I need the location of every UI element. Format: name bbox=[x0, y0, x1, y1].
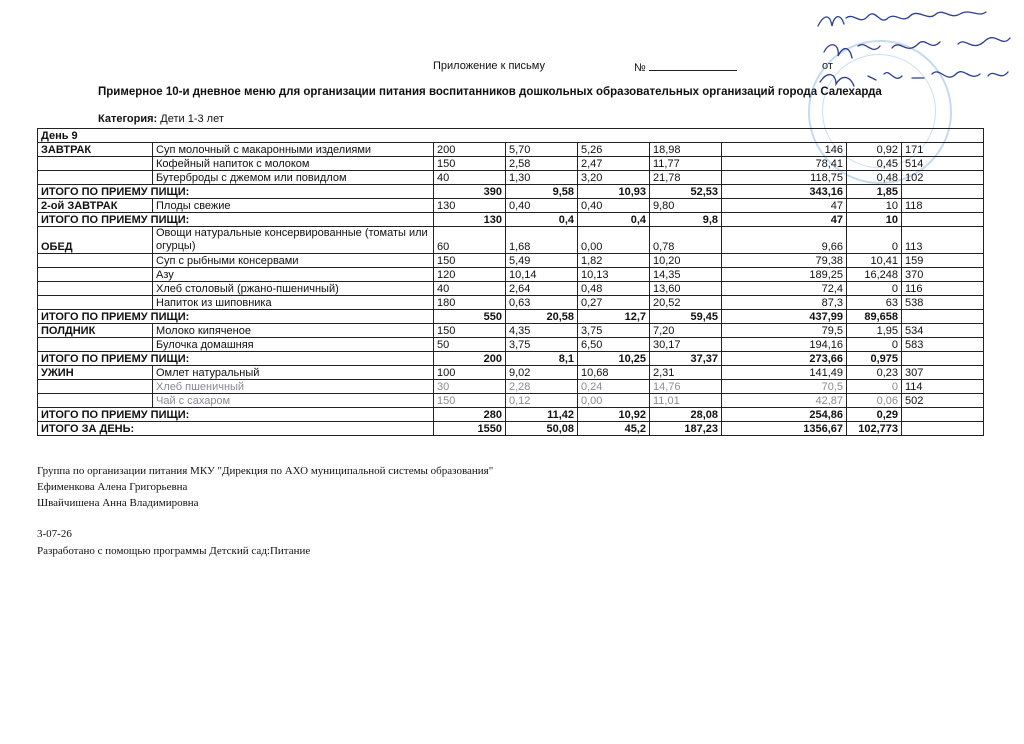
recipe-code: 159 bbox=[902, 254, 984, 268]
recipe-code: 116 bbox=[902, 282, 984, 296]
recipe-code: 370 bbox=[902, 268, 984, 282]
dish-kcal: 79,38 bbox=[722, 254, 847, 268]
meal-label bbox=[38, 338, 153, 352]
total-carbs: 59,45 bbox=[650, 310, 722, 324]
dish-fat: 0,00 bbox=[578, 227, 650, 254]
dish-fat: 10,68 bbox=[578, 366, 650, 380]
dish-vitamin-c: 0,48 bbox=[847, 171, 902, 185]
total-code-empty bbox=[902, 352, 984, 366]
total-protein: 11,42 bbox=[506, 408, 578, 422]
footer-org: Группа по организации питания МКУ "Дирекция по АХО муниципальной системы образования" bbox=[37, 465, 494, 477]
dish-mass: 100 bbox=[434, 366, 506, 380]
dish-protein: 5,70 bbox=[506, 143, 578, 157]
dish-mass: 40 bbox=[434, 282, 506, 296]
dish-vitamin-c: 0 bbox=[847, 380, 902, 394]
dish-fat: 2,47 bbox=[578, 157, 650, 171]
dish-name: Омлет натуральный bbox=[153, 366, 434, 380]
appendix-label: Приложение к письму bbox=[433, 60, 545, 72]
dish-vitamin-c: 0,45 bbox=[847, 157, 902, 171]
total-mass: 1550 bbox=[434, 422, 506, 436]
dish-carbs: 0,78 bbox=[650, 227, 722, 254]
dish-protein: 2,58 bbox=[506, 157, 578, 171]
meal-label bbox=[38, 157, 153, 171]
total-mass: 280 bbox=[434, 408, 506, 422]
handwritten-signature bbox=[810, 4, 1022, 94]
dish-kcal: 72,4 bbox=[722, 282, 847, 296]
dish-mass: 150 bbox=[434, 254, 506, 268]
total-fat: 10,92 bbox=[578, 408, 650, 422]
dish-name: Хлеб столовый (ржано-пшеничный) bbox=[153, 282, 434, 296]
total-label: ИТОГО ПО ПРИЕМУ ПИЩИ: bbox=[38, 310, 434, 324]
total-kcal: 1356,67 bbox=[722, 422, 847, 436]
recipe-code: 114 bbox=[902, 380, 984, 394]
total-vitamin-c: 10 bbox=[847, 213, 902, 227]
dish-vitamin-c: 10,41 bbox=[847, 254, 902, 268]
total-kcal: 273,66 bbox=[722, 352, 847, 366]
dish-protein: 0,12 bbox=[506, 394, 578, 408]
dish-protein: 1,68 bbox=[506, 227, 578, 254]
dish-mass: 50 bbox=[434, 338, 506, 352]
dish-carbs: 14,76 bbox=[650, 380, 722, 394]
recipe-code: 583 bbox=[902, 338, 984, 352]
meal-label bbox=[38, 380, 153, 394]
meal-label: ЗАВТРАК bbox=[38, 143, 153, 157]
dish-vitamin-c: 0 bbox=[847, 338, 902, 352]
dish-fat: 0,27 bbox=[578, 296, 650, 310]
meal-label: 2-ой ЗАВТРАК bbox=[38, 199, 153, 213]
total-vitamin-c: 1,85 bbox=[847, 185, 902, 199]
total-carbs: 37,37 bbox=[650, 352, 722, 366]
total-kcal: 343,16 bbox=[722, 185, 847, 199]
total-row bbox=[38, 408, 984, 422]
dish-kcal: 70,5 bbox=[722, 380, 847, 394]
dish-name: Чай с сахаром bbox=[153, 394, 434, 408]
dish-vitamin-c: 0 bbox=[847, 282, 902, 296]
total-protein: 20,58 bbox=[506, 310, 578, 324]
dish-mass: 180 bbox=[434, 296, 506, 310]
dish-vitamin-c: 1,95 bbox=[847, 324, 902, 338]
meal-label bbox=[38, 171, 153, 185]
dish-kcal: 87,3 bbox=[722, 296, 847, 310]
dish-name: Бутерброды с джемом или повидлом bbox=[153, 171, 434, 185]
dish-carbs: 7,20 bbox=[650, 324, 722, 338]
total-kcal: 47 bbox=[722, 213, 847, 227]
dish-fat: 3,75 bbox=[578, 324, 650, 338]
total-code-empty bbox=[902, 185, 984, 199]
total-protein: 9,58 bbox=[506, 185, 578, 199]
total-code-empty bbox=[902, 310, 984, 324]
dish-carbs: 14,35 bbox=[650, 268, 722, 282]
dish-row bbox=[38, 199, 984, 213]
total-row bbox=[38, 352, 984, 366]
dish-carbs: 10,20 bbox=[650, 254, 722, 268]
letter-number bbox=[634, 60, 737, 74]
dish-mass: 150 bbox=[434, 394, 506, 408]
dish-protein: 2,64 bbox=[506, 282, 578, 296]
total-label: ИТОГО ПО ПРИЕМУ ПИЩИ: bbox=[38, 185, 434, 199]
dish-row bbox=[38, 366, 984, 380]
recipe-code: 538 bbox=[902, 296, 984, 310]
dish-protein: 4,35 bbox=[506, 324, 578, 338]
dish-row bbox=[38, 254, 984, 268]
from-label: от bbox=[822, 60, 833, 72]
recipe-code: 514 bbox=[902, 157, 984, 171]
footer-software: Разработано с помощью программы Детский сад:Питание bbox=[37, 545, 311, 557]
total-carbs: 9,8 bbox=[650, 213, 722, 227]
dish-fat: 0,00 bbox=[578, 394, 650, 408]
total-code-empty bbox=[902, 408, 984, 422]
dish-name: Молоко кипяченое bbox=[153, 324, 434, 338]
recipe-code: 102 bbox=[902, 171, 984, 185]
total-carbs: 187,23 bbox=[650, 422, 722, 436]
meal-label: ОБЕД bbox=[38, 227, 153, 254]
dish-name: Овощи натуральные консервированные (томаты или огурцы) bbox=[153, 227, 434, 254]
dish-protein: 10,14 bbox=[506, 268, 578, 282]
dish-protein: 0,40 bbox=[506, 199, 578, 213]
dish-fat: 3,20 bbox=[578, 171, 650, 185]
total-kcal: 437,99 bbox=[722, 310, 847, 324]
total-code-empty bbox=[902, 213, 984, 227]
dish-carbs: 9,80 bbox=[650, 199, 722, 213]
total-carbs: 52,53 bbox=[650, 185, 722, 199]
meal-label bbox=[38, 254, 153, 268]
dish-row bbox=[38, 268, 984, 282]
dish-vitamin-c: 0,06 bbox=[847, 394, 902, 408]
total-protein: 0,4 bbox=[506, 213, 578, 227]
dish-fat: 6,50 bbox=[578, 338, 650, 352]
dish-name: Хлеб пшеничный bbox=[153, 380, 434, 394]
total-vitamin-c: 89,658 bbox=[847, 310, 902, 324]
page-title: Примерное 10-и дневное меню для организации питания воспитанников дошкольных образовательных организаций города Салехарда bbox=[98, 86, 882, 98]
total-fat: 10,25 bbox=[578, 352, 650, 366]
dish-protein: 2,28 bbox=[506, 380, 578, 394]
dish-mass: 130 bbox=[434, 199, 506, 213]
total-vitamin-c: 0,29 bbox=[847, 408, 902, 422]
total-row bbox=[38, 310, 984, 324]
category-line bbox=[98, 113, 224, 125]
dish-carbs: 11,01 bbox=[650, 394, 722, 408]
total-protein: 50,08 bbox=[506, 422, 578, 436]
meal-label: УЖИН bbox=[38, 366, 153, 380]
total-code-empty bbox=[902, 422, 984, 436]
dish-kcal: 9,66 bbox=[722, 227, 847, 254]
dish-vitamin-c: 0,23 bbox=[847, 366, 902, 380]
meal-label bbox=[38, 268, 153, 282]
total-row bbox=[38, 422, 984, 436]
dish-mass: 40 bbox=[434, 171, 506, 185]
total-fat: 12,7 bbox=[578, 310, 650, 324]
dish-row bbox=[38, 171, 984, 185]
dish-name: Плоды свежие bbox=[153, 199, 434, 213]
dish-row bbox=[38, 338, 984, 352]
dish-mass: 120 bbox=[434, 268, 506, 282]
dish-carbs: 2,31 bbox=[650, 366, 722, 380]
total-label: ИТОГО ПО ПРИЕМУ ПИЩИ: bbox=[38, 408, 434, 422]
footer-phone: 3-07-26 bbox=[37, 528, 72, 540]
category-label: Категория: bbox=[98, 113, 158, 125]
dish-vitamin-c: 10 bbox=[847, 199, 902, 213]
dish-fat: 1,82 bbox=[578, 254, 650, 268]
dish-name: Суп молочный с макаронными изделиями bbox=[153, 143, 434, 157]
dish-carbs: 13,60 bbox=[650, 282, 722, 296]
dish-name: Суп с рыбными консервами bbox=[153, 254, 434, 268]
number-blank bbox=[649, 60, 737, 71]
dish-protein: 0,63 bbox=[506, 296, 578, 310]
total-vitamin-c: 0,975 bbox=[847, 352, 902, 366]
total-label: ИТОГО ЗА ДЕНЬ: bbox=[38, 422, 434, 436]
dish-name: Кофейный напиток с молоком bbox=[153, 157, 434, 171]
dish-mass: 200 bbox=[434, 143, 506, 157]
total-vitamin-c: 102,773 bbox=[847, 422, 902, 436]
total-fat: 0,4 bbox=[578, 213, 650, 227]
dish-kcal: 79,5 bbox=[722, 324, 847, 338]
dish-vitamin-c: 16,248 bbox=[847, 268, 902, 282]
dish-mass: 150 bbox=[434, 324, 506, 338]
dish-vitamin-c: 0,92 bbox=[847, 143, 902, 157]
dish-fat: 0,48 bbox=[578, 282, 650, 296]
total-label: ИТОГО ПО ПРИЕМУ ПИЩИ: bbox=[38, 213, 434, 227]
total-mass: 200 bbox=[434, 352, 506, 366]
dish-row bbox=[38, 282, 984, 296]
dish-name: Напиток из шиповника bbox=[153, 296, 434, 310]
dish-row bbox=[38, 296, 984, 310]
dish-kcal: 189,25 bbox=[722, 268, 847, 282]
dish-protein: 3,75 bbox=[506, 338, 578, 352]
dish-protein: 1,30 bbox=[506, 171, 578, 185]
dish-kcal: 194,16 bbox=[722, 338, 847, 352]
meal-label bbox=[38, 394, 153, 408]
dish-fat: 0,40 bbox=[578, 199, 650, 213]
total-row bbox=[38, 185, 984, 199]
dish-protein: 5,49 bbox=[506, 254, 578, 268]
day-label: День 9 bbox=[38, 129, 984, 143]
dish-carbs: 20,52 bbox=[650, 296, 722, 310]
dish-row bbox=[38, 227, 984, 254]
dish-kcal: 42,87 bbox=[722, 394, 847, 408]
dish-row bbox=[38, 324, 984, 338]
meal-label bbox=[38, 296, 153, 310]
dish-kcal: 146 bbox=[722, 143, 847, 157]
menu-table-body bbox=[38, 129, 984, 436]
recipe-code: 118 bbox=[902, 199, 984, 213]
total-row bbox=[38, 213, 984, 227]
dish-mass: 60 bbox=[434, 227, 506, 254]
dish-name: Булочка домашняя bbox=[153, 338, 434, 352]
dish-kcal: 118,75 bbox=[722, 171, 847, 185]
dish-carbs: 30,17 bbox=[650, 338, 722, 352]
total-fat: 45,2 bbox=[578, 422, 650, 436]
dish-row bbox=[38, 394, 984, 408]
total-carbs: 28,08 bbox=[650, 408, 722, 422]
meal-label: ПОЛДНИК bbox=[38, 324, 153, 338]
dish-mass: 30 bbox=[434, 380, 506, 394]
recipe-code: 534 bbox=[902, 324, 984, 338]
number-label: № bbox=[634, 62, 646, 74]
total-mass: 130 bbox=[434, 213, 506, 227]
dish-kcal: 47 bbox=[722, 199, 847, 213]
dish-fat: 5,26 bbox=[578, 143, 650, 157]
total-kcal: 254,86 bbox=[722, 408, 847, 422]
recipe-code: 171 bbox=[902, 143, 984, 157]
dish-mass: 150 bbox=[434, 157, 506, 171]
menu-table bbox=[37, 128, 984, 436]
dish-row bbox=[38, 157, 984, 171]
dish-kcal: 78,41 bbox=[722, 157, 847, 171]
footer-person-1: Ефименкова Алена Григорьевна bbox=[37, 481, 188, 493]
dish-row bbox=[38, 143, 984, 157]
dish-vitamin-c: 63 bbox=[847, 296, 902, 310]
total-protein: 8,1 bbox=[506, 352, 578, 366]
dish-carbs: 11,77 bbox=[650, 157, 722, 171]
dish-carbs: 18,98 bbox=[650, 143, 722, 157]
recipe-code: 307 bbox=[902, 366, 984, 380]
day-row bbox=[38, 129, 984, 143]
dish-kcal: 141,49 bbox=[722, 366, 847, 380]
footer-person-2: Швайчишена Анна Владимировна bbox=[37, 497, 199, 509]
total-label: ИТОГО ПО ПРИЕМУ ПИЩИ: bbox=[38, 352, 434, 366]
total-mass: 550 bbox=[434, 310, 506, 324]
dish-fat: 0,24 bbox=[578, 380, 650, 394]
dish-fat: 10,13 bbox=[578, 268, 650, 282]
dish-row bbox=[38, 380, 984, 394]
dish-protein: 9,02 bbox=[506, 366, 578, 380]
total-mass: 390 bbox=[434, 185, 506, 199]
dish-carbs: 21,78 bbox=[650, 171, 722, 185]
recipe-code: 113 bbox=[902, 227, 984, 254]
dish-name: Азу bbox=[153, 268, 434, 282]
total-fat: 10,93 bbox=[578, 185, 650, 199]
recipe-code: 502 bbox=[902, 394, 984, 408]
dish-vitamin-c: 0 bbox=[847, 227, 902, 254]
category-value: Дети 1-3 лет bbox=[160, 113, 224, 125]
meal-label bbox=[38, 282, 153, 296]
